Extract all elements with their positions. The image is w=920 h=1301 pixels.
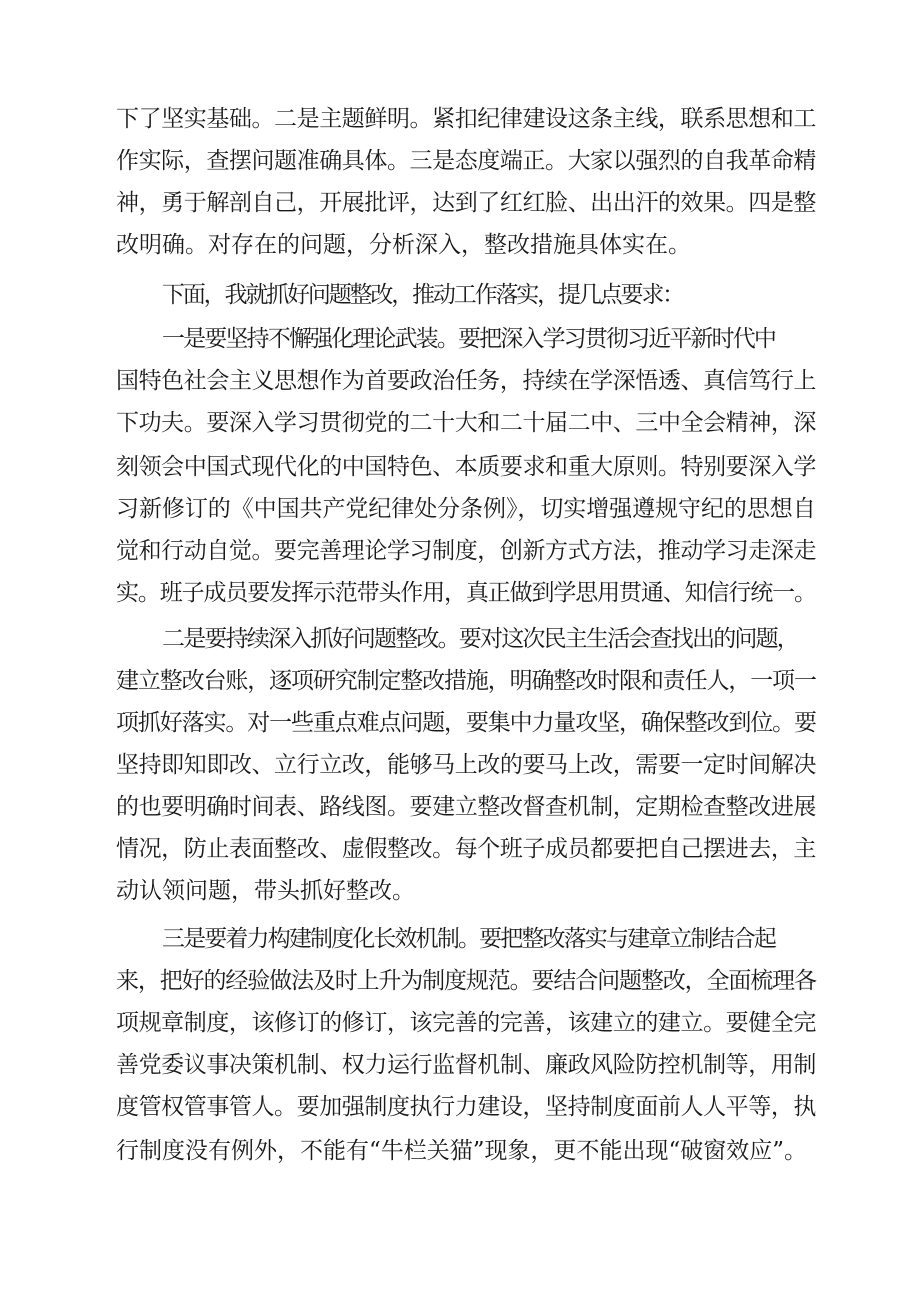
text-line: 下了坚实基础。二是主题鲜明。紧扣纪律建设这条主线，联系思想和工 xyxy=(116,106,816,132)
paragraph-start-line: 二是要持续深入抓好问题整改。要对这次民主生活会查找出的问题， xyxy=(162,626,799,652)
text-line: 习新修订的《中国共产党纪律处分条例》，切实增强遵规守纪的思想自 xyxy=(116,496,816,522)
text-line: 情况，防止表面整改、虚假整改。每个班子成员都要把自己摆进去，主 xyxy=(116,836,816,862)
text-line: 改明确。对存在的问题，分析深入，整改措施具体实在。 xyxy=(116,232,691,258)
text-line: 觉和行动自觉。要完善理论学习制度，创新方式方法，推动学习走深走 xyxy=(116,538,816,564)
text-line: 度管权管事管人。要加强制度执行力建设，坚持制度面前人人平等，执 xyxy=(116,1094,816,1120)
text-line: 国特色社会主义思想作为首要政治任务，持续在学深悟透、真信笃行上 xyxy=(116,368,816,394)
text-line: 来，把好的经验做法及时上升为制度规范。要结合问题整改，全面梳理各 xyxy=(116,968,816,994)
text-line: 刻领会中国式现代化的中国特色、本质要求和重大原则。特别要深入学 xyxy=(116,454,816,480)
text-line: 建立整改台账，逐项研究制定整改措施，明确整改时限和责任人，一项一 xyxy=(116,668,816,694)
text-line: 行制度没有例外，不能有“牛栏关猫”现象，更不能出现“破窗效应”。 xyxy=(116,1138,808,1164)
text-line: 下功夫。要深入学习贯彻党的二十大和二十届二中、三中全会精神，深 xyxy=(116,410,816,436)
text-line: 实。班子成员要发挥示范带头作用，真正做到学思用贯通、知信行统一。 xyxy=(116,580,816,606)
text-line: 神，勇于解剖自己，开展批评，达到了红红脸、出出汗的效果。四是整 xyxy=(116,190,816,216)
text-line: 善党委议事决策机制、权力运行监督机制、廉政风险防控机制等，用制 xyxy=(116,1052,816,1078)
paragraph-start-line: 三是要着力构建制度化长效机制。要把整改落实与建章立制结合起 xyxy=(162,926,776,952)
text-line: 的也要明确时间表、路线图。要建立整改督查机制，定期检查整改进展 xyxy=(116,794,816,820)
text-line: 坚持即知即改、立行立改，能够马上改的要马上改，需要一定时间解决 xyxy=(116,752,816,778)
text-line: 作实际，查摆问题准确具体。三是态度端正。大家以强烈的自我革命精 xyxy=(116,148,816,174)
text-line: 项规章制度，该修订的修订，该完善的完善，该建立的建立。要健全完 xyxy=(116,1010,816,1036)
text-line: 项抓好落实。对一些重点难点问题，要集中力量攻坚，确保整改到位。要 xyxy=(116,710,816,736)
text-line: 下面，我就抓好问题整改，推动工作落实，提几点要求： xyxy=(162,282,684,308)
text-line: 动认领问题，带头抓好整改。 xyxy=(116,878,415,904)
paragraph-start-line: 一是要坚持不懈强化理论武装。要把深入学习贯彻习近平新时代中 xyxy=(162,326,776,352)
